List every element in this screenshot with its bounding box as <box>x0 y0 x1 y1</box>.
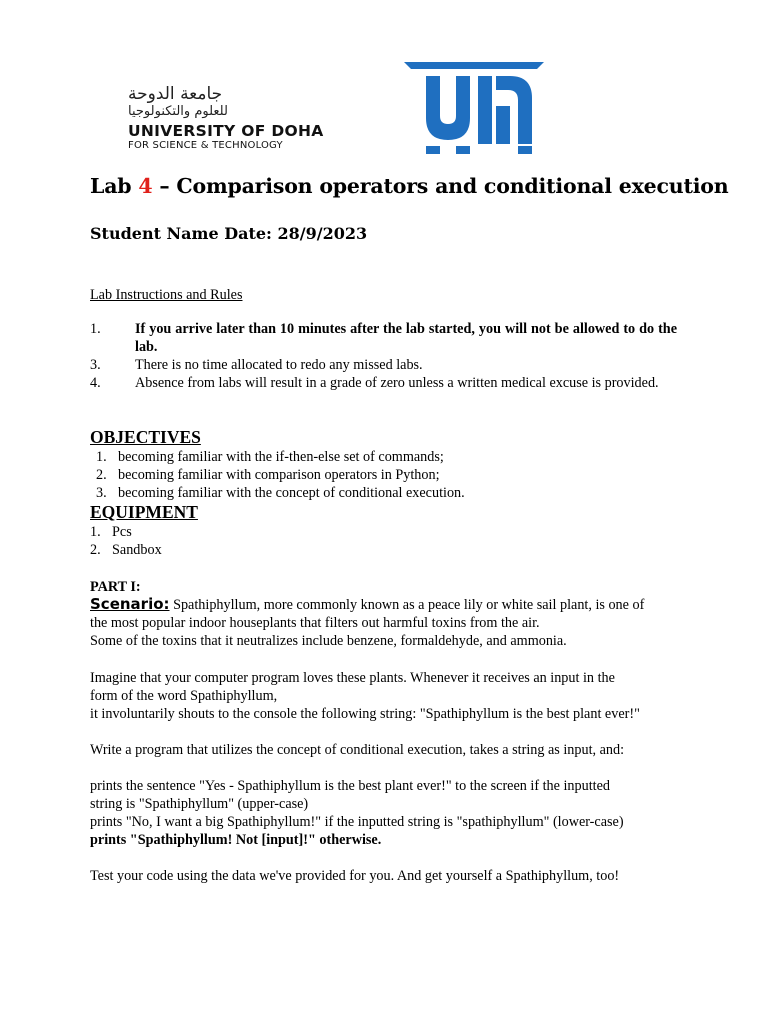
paragraph-line: it involuntarily shouts to the console the following string: "Spathiphyllum is the best plant ever!" <box>90 706 640 722</box>
rule-item <box>90 356 677 374</box>
university-logo <box>122 60 547 160</box>
list-number: 2. <box>96 467 107 483</box>
title-rest: – Comparison operators and conditional execution <box>152 174 729 198</box>
rule-item <box>90 374 677 392</box>
paragraph-line: string is "Spathiphyllum" (upper-case) <box>90 796 309 812</box>
list-item <box>96 484 465 502</box>
scenario-text: the most popular indoor houseplants that filters out harmful toxins from the air. <box>90 615 540 631</box>
paragraph-line: Imagine that your computer program loves these plants. Whenever it receives an input in the <box>90 670 615 686</box>
list-number: 3. <box>96 485 107 501</box>
list-item <box>90 523 162 541</box>
list-number: 1. <box>96 449 107 465</box>
scenario-label: Scenario: <box>90 595 170 613</box>
student-name-date: Student Name Date: 28/9/2023 <box>90 224 368 243</box>
test-paragraph <box>90 867 690 885</box>
scenario-text: Some of the toxins that it neutralizes include benzene, formaldehyde, and ammonia. <box>90 633 567 649</box>
rule-text: If you arrive later than 10 minutes after the lab started, you will not be allowed to do the lab. <box>135 321 677 355</box>
list-number: 2. <box>90 542 101 558</box>
equipment-list <box>90 523 162 559</box>
paragraph-line: prints "Spathiphyllum! Not [input]!" otherwise. <box>90 832 382 848</box>
logo-arabic-subtitle: للعلوم والتكنولوجيا <box>128 104 228 119</box>
title-prefix: Lab <box>90 174 139 198</box>
objectives-list <box>96 448 465 502</box>
equipment-heading: EQUIPMENT <box>90 502 198 522</box>
instructions-heading: Lab Instructions and Rules <box>90 287 243 303</box>
paragraph-line: prints "No, I want a big Spathiphyllum!" if the inputted string is "spathiphyllum" (lower-case) <box>90 814 624 830</box>
list-text: becoming familiar with the concept of conditional execution. <box>118 485 465 501</box>
list-text: becoming familiar with the if-then-else set of commands; <box>118 449 444 465</box>
paragraph-line: form of the word Spathiphyllum, <box>90 688 278 704</box>
list-item <box>96 448 465 466</box>
udst-emblem-icon <box>404 62 544 158</box>
logo-university-subtitle: FOR SCIENCE & TECHNOLOGY <box>128 140 283 151</box>
prints-paragraph <box>90 777 690 849</box>
rules-list <box>90 320 677 392</box>
rule-number: 4. <box>90 375 101 391</box>
scenario-text: Spathiphyllum, more commonly known as a peace lily or white sail plant, is one of <box>169 597 645 613</box>
scenario-paragraph <box>90 595 690 650</box>
list-item <box>90 541 162 559</box>
imagine-paragraph <box>90 669 690 723</box>
objectives-heading: OBJECTIVES <box>90 427 201 447</box>
rule-text: Absence from labs will result in a grade of zero unless a written medical excuse is provided. <box>135 375 659 391</box>
part-heading: PART I: <box>90 579 141 595</box>
rule-text: There is no time allocated to redo any missed labs. <box>135 357 423 373</box>
list-item <box>96 466 465 484</box>
rule-number: 1. <box>90 321 101 337</box>
list-text: becoming familiar with comparison operators in Python; <box>118 467 440 483</box>
lab-number: 4 <box>138 174 153 198</box>
logo-university-name: UNIVERSITY OF DOHA <box>128 122 324 140</box>
page-title <box>90 174 729 198</box>
paragraph-line: Write a program that utilizes the concept of conditional execution, takes a string as input, and: <box>90 742 625 758</box>
list-text: Pcs <box>112 524 132 540</box>
paragraph-line: Test your code using the data we've provided for you. And get yourself a Spathiphyllum, too! <box>90 868 620 884</box>
list-number: 1. <box>90 524 101 540</box>
list-text: Sandbox <box>112 542 162 558</box>
logo-arabic-name: جامعة الدوحة <box>128 84 223 104</box>
rule-item <box>90 320 677 356</box>
write-paragraph <box>90 741 690 759</box>
paragraph-line: prints the sentence "Yes - Spathiphyllum is the best plant ever!" to the screen if the inputted <box>90 778 610 794</box>
rule-number: 3. <box>90 357 101 373</box>
